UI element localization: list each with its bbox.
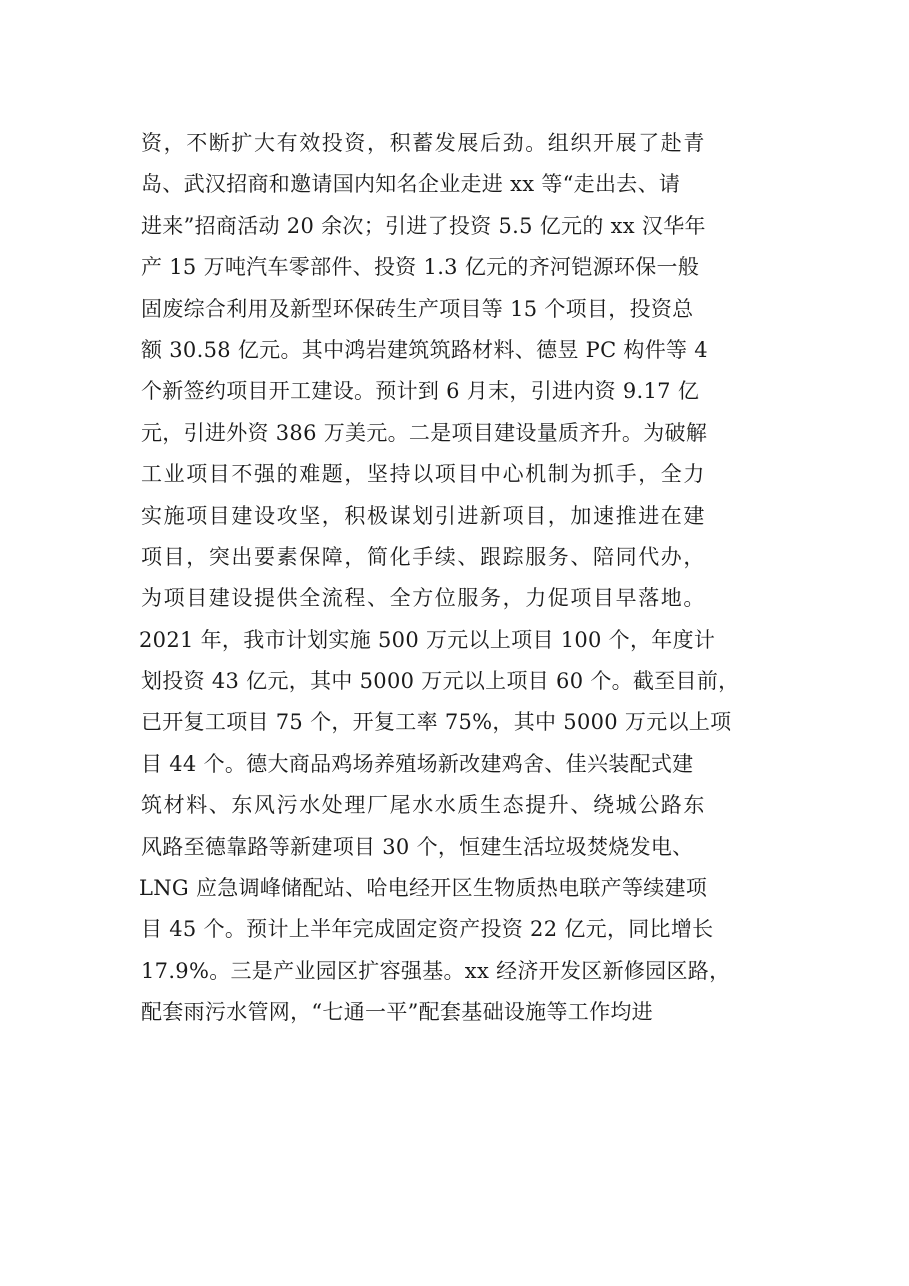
text-line: 额 30.58 亿元。其中鸿岩建筑筑路材料、德昱 PC 构件等 4 <box>141 337 708 362</box>
text-line: 目 44 个。德大商品鸡场养殖场新改建鸡舍、佳兴装配式建 <box>141 751 694 776</box>
text-line: LNG 应急调峰储配站、哈电经开区生物质热电联产等续建项 <box>139 876 708 901</box>
text-line: 目 45 个。预计上半年完成固定资产投资 22 亿元，同比增长 <box>141 917 714 942</box>
text-line: 风路至德靠路等新建项目 30 个，恒建生活垃圾焚烧发电、 <box>141 834 694 859</box>
text-line: 工业项目不强的难题，坚持以项目中心机制为抓手，全力 <box>141 462 706 487</box>
text-line: 岛、武汉招商和邀请国内知名企业走进 xx 等“走出去、请 <box>141 172 681 197</box>
text-line: 已开复工项目 75 个，开复工率 75%，其中 5000 万元以上项 <box>141 710 732 735</box>
text-line: 资，不断扩大有效投资，积蓄发展后劲。组织开展了赴青 <box>141 131 706 155</box>
text-line: 项目，突出要素保障，简化手续、跟踪服务、陪同代办， <box>141 544 706 569</box>
text-line: 划投资 43 亿元，其中 5000 万元以上项目 60 个。截至目前， <box>141 669 740 694</box>
body-paragraph <box>141 123 781 1034</box>
text-line: 固废综合利用及新型环保砖生产项目等 15 个项目，投资总 <box>141 296 694 321</box>
text-line: 产 15 万吨汽车零部件、投资 1.3 亿元的齐河铠源环保一般 <box>141 255 700 280</box>
text-line: 个新签约项目开工建设。预计到 6 月末，引进内资 9.17 亿 <box>141 379 700 404</box>
text-line: 2021 年，我市计划实施 500 万元以上项目 100 个，年度计 <box>139 627 716 652</box>
text-line: 为项目建设提供全流程、全方位服务，力促项目早落地。 <box>141 586 706 611</box>
text-line: 17.9%。三是产业园区扩容强基。xx 经济开发区新修园区路， <box>141 958 731 983</box>
text-line: 实施项目建设攻坚，积极谋划引进新项目，加速推进在建 <box>141 503 706 528</box>
text-line: 元，引进外资 386 万美元。二是项目建设量质齐升。为破解 <box>141 420 708 445</box>
text-line: 配套雨污水管网，“七通一平”配套基础设施等工作均进 <box>141 1000 653 1025</box>
text-line: 进来”招商活动 20 余次；引进了投资 5.5 亿元的 xx 汉华年 <box>141 213 706 238</box>
text-line: 筑材料、东风污水处理厂尾水水质生态提升、绕城公路东 <box>141 793 706 818</box>
